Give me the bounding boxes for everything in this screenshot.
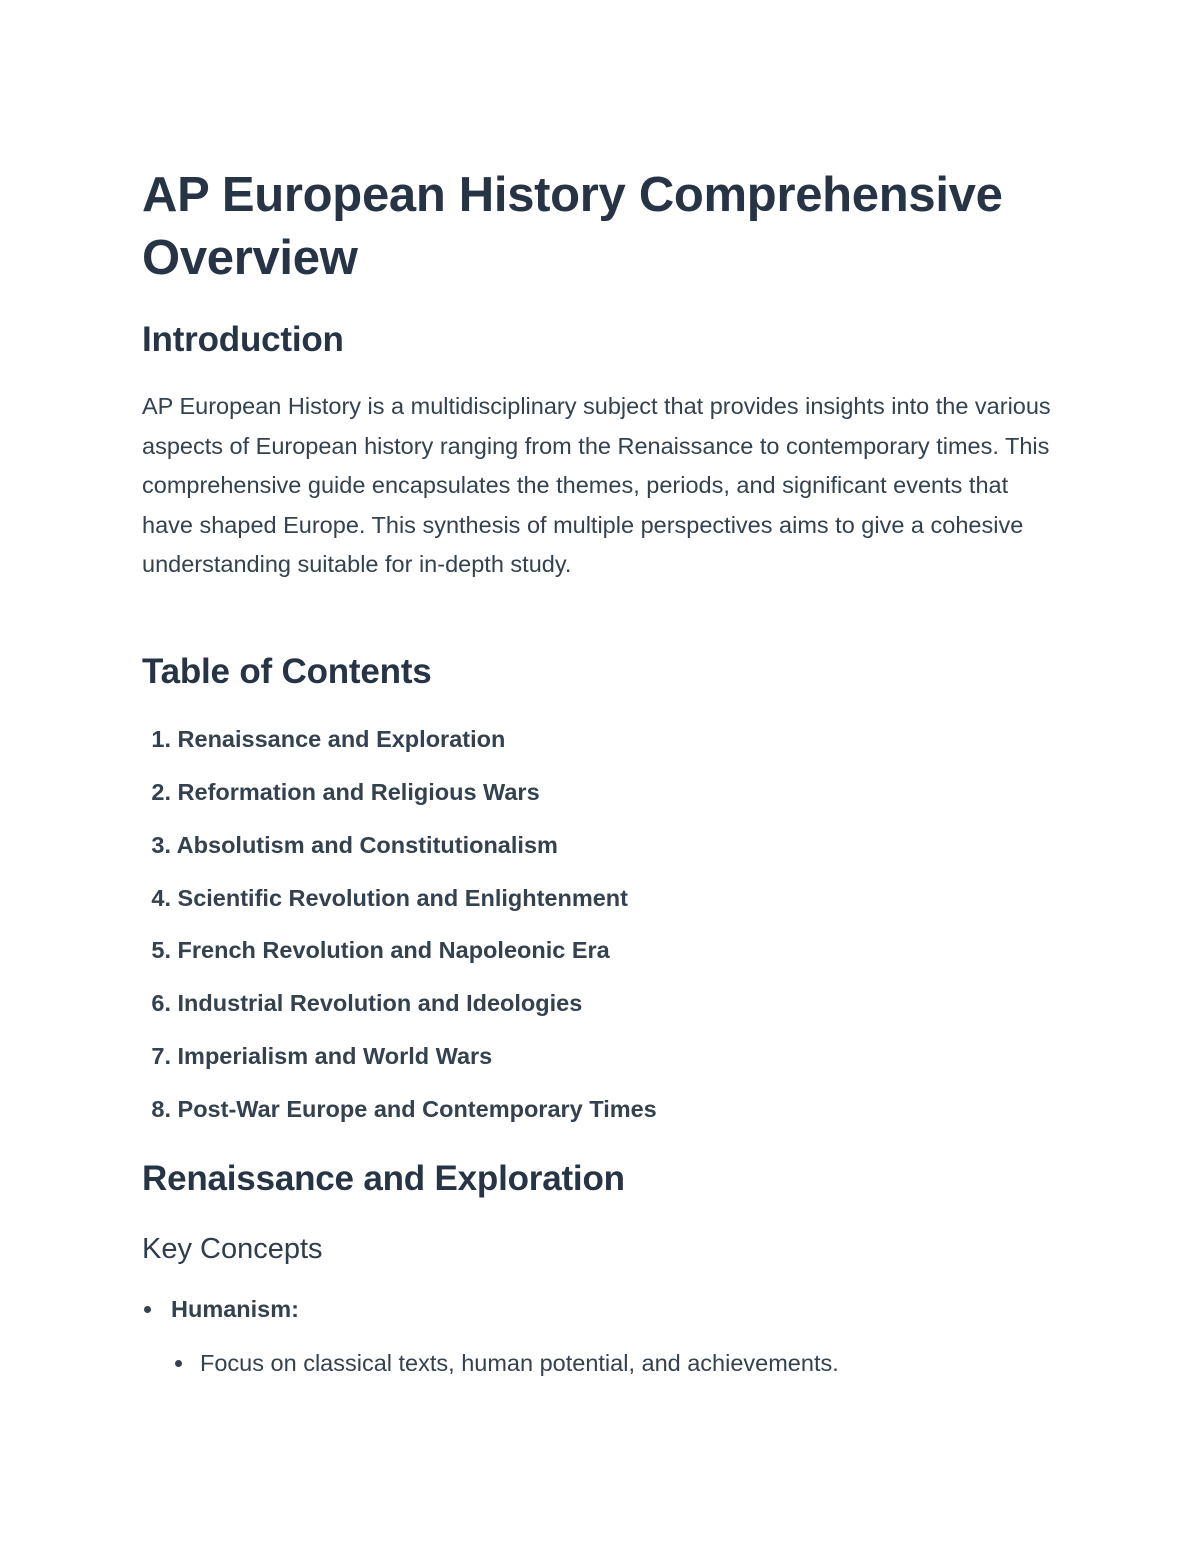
toc-item-number: 1. (151, 726, 171, 752)
bullet-icon (144, 1306, 151, 1313)
bullet-icon (175, 1360, 182, 1367)
toc-item (142, 777, 540, 807)
toc-item-label: Reformation and Religious Wars (177, 779, 540, 805)
toc-item-number: 3. (151, 832, 171, 858)
renaissance-heading: Renaissance and Exploration (142, 1159, 625, 1198)
toc-item (142, 883, 628, 913)
toc-item-label: Post-War Europe and Contemporary Times (177, 1096, 657, 1122)
toc-item (142, 830, 558, 860)
toc-item-label: Scientific Revolution and Enlightenment (177, 885, 628, 911)
toc-item (142, 724, 505, 754)
bullet-text: Focus on classical texts, human potential, and achievements. (200, 1350, 839, 1376)
toc-item-label: Imperialism and World Wars (177, 1043, 493, 1069)
introduction-heading: Introduction (142, 320, 344, 359)
document-title: AP European History Comprehensive Overview (142, 168, 1003, 285)
toc-item (142, 1041, 492, 1071)
toc-item-number: 2. (151, 779, 171, 805)
toc-item (142, 935, 610, 965)
list-item (142, 1294, 299, 1324)
list-item (171, 1348, 839, 1378)
toc-heading: Table of Contents (142, 652, 432, 691)
key-concepts-heading: Key Concepts (142, 1233, 323, 1265)
toc-item-label: Absolutism and Constitutionalism (176, 832, 558, 858)
toc-item-number: 7. (151, 1043, 171, 1069)
toc-item-number: 6. (151, 990, 171, 1016)
toc-item-label: French Revolution and Napoleonic Era (177, 937, 610, 963)
toc-item-label: Industrial Revolution and Ideologies (177, 990, 583, 1016)
toc-item-label: Renaissance and Exploration (177, 726, 506, 752)
toc-item (142, 1094, 657, 1124)
toc-item (142, 988, 582, 1018)
toc-item-number: 8. (151, 1096, 171, 1122)
toc-item-number: 4. (151, 885, 171, 911)
bullet-label: Humanism: (171, 1296, 299, 1322)
toc-item-number: 5. (151, 937, 171, 963)
introduction-paragraph: AP European History is a multidisciplinary subject that provides insights into the various aspects of European history ranging from the Renaissance to contemporary times. This comprehensive guide encapsulates the themes, periods, and significant events that have shaped Europe. This synthesis of multiple perspectives aims to give a cohesive understanding suitable for in-depth study. (142, 393, 1051, 578)
